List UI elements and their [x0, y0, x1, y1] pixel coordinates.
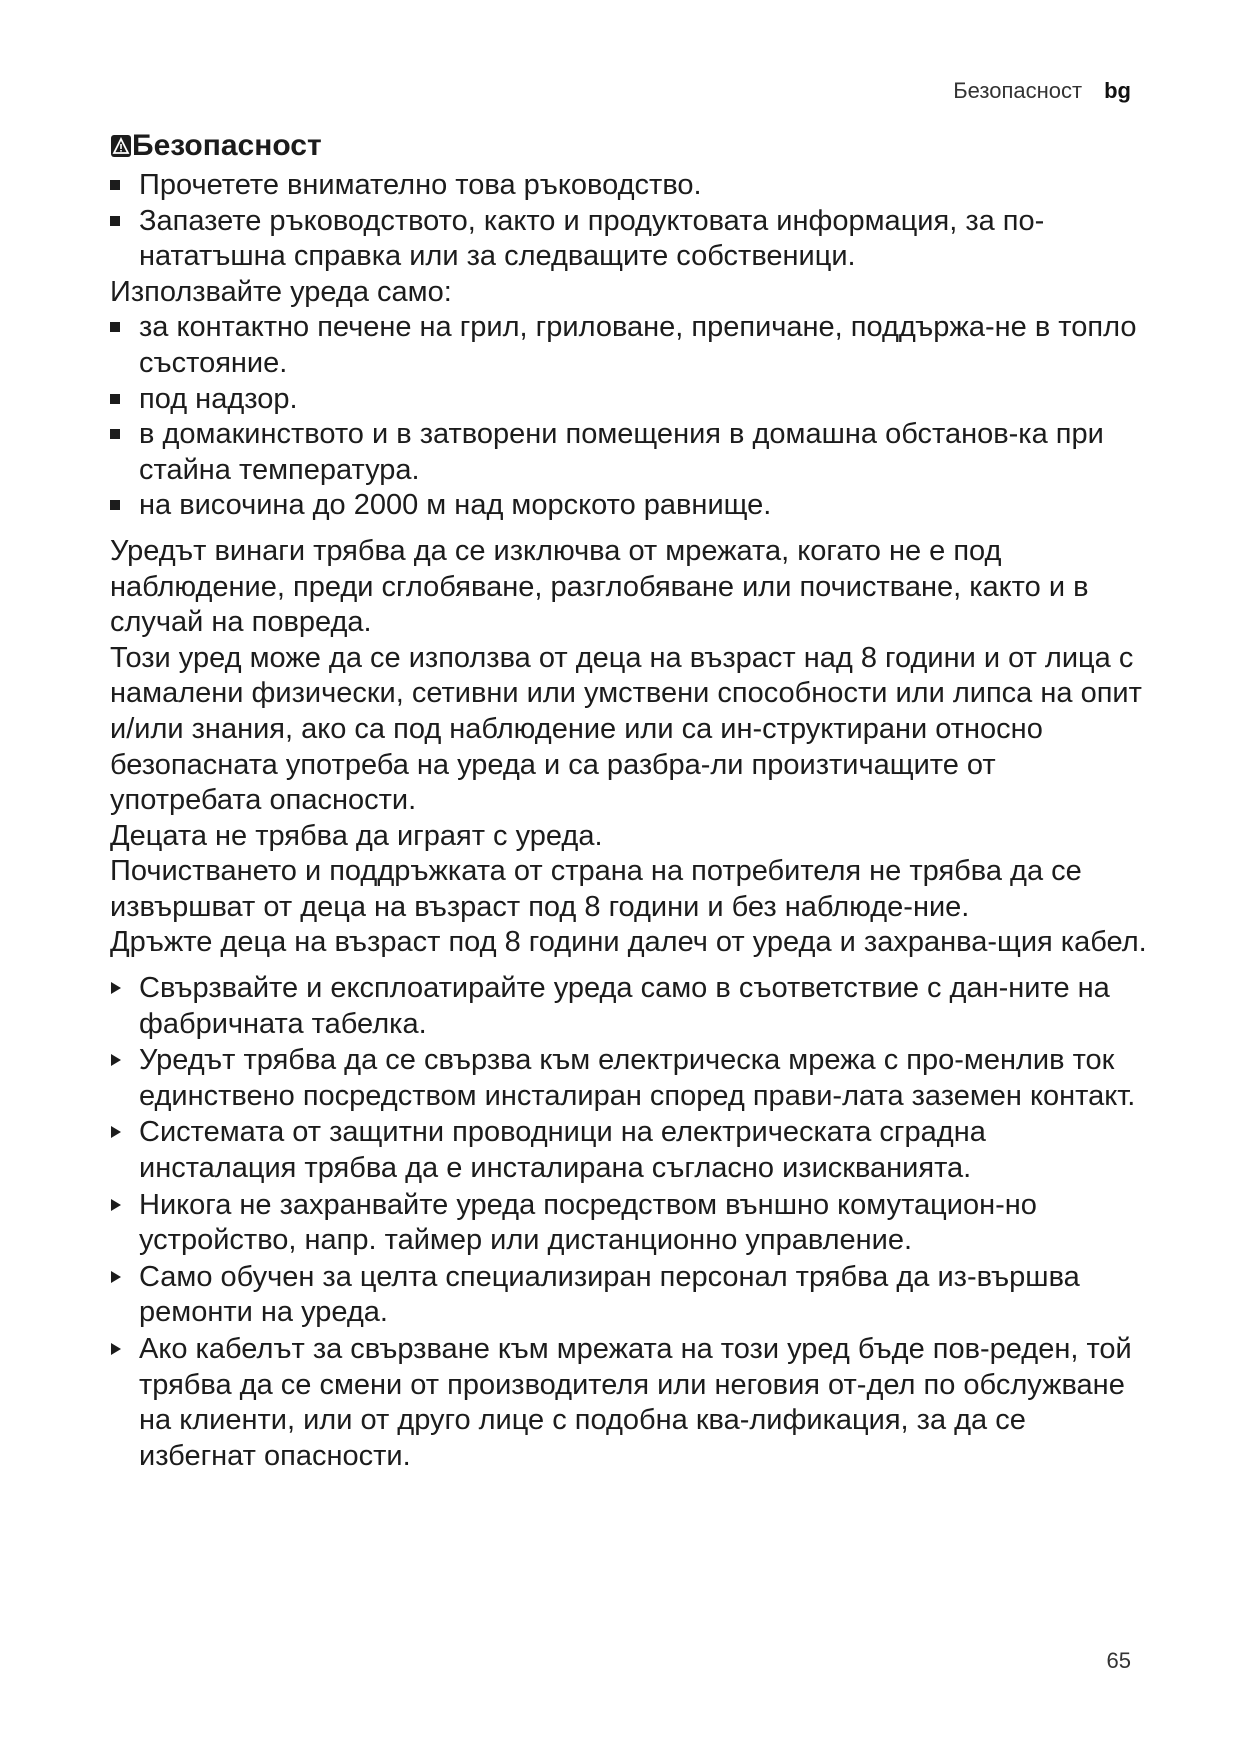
triangle-bullet-icon	[111, 1199, 121, 1211]
warning-icon	[110, 134, 132, 158]
paragraph: Децата не трябва да играят с уреда.	[110, 819, 603, 852]
running-header	[953, 78, 1131, 104]
list-item: в домакинството и в затворени помещения в домашна обстанов-ка при стайна температура.	[110, 417, 1150, 488]
square-bullet-icon	[110, 394, 120, 404]
square-bullet-icon	[110, 429, 120, 439]
instruction-item: Свързвайте и експлоатирайте уреда само в съответствие с дан-ните на фабричната табелка.	[110, 971, 1150, 1042]
page-content	[110, 128, 1150, 1475]
list-item: на височина до 2000 м над морското равнище.	[110, 488, 1150, 524]
triangle-bullet-icon	[111, 982, 121, 994]
list-item: Прочетете внимателно това ръководство.	[110, 168, 1150, 204]
triangle-bullet-icon	[111, 1271, 121, 1283]
section-title	[110, 128, 1150, 164]
square-bullet-icon	[110, 216, 120, 226]
triangle-bullet-icon	[111, 1126, 121, 1138]
triangle-bullet-icon	[111, 1343, 121, 1355]
instruction-item: Уредът трябва да се свързва към електрическа мрежа с про-менлив ток единствено посредством инсталиран според прави-лата заземен контакт.	[110, 1043, 1150, 1114]
paragraph: Този уред може да се използва от деца на възраст над 8 години и от лица с намалени физически, сетивни или умствени способности или липса на опит и/или знания, ако са под наблюдение или са ин-структирани относно безопасната употреба на уреда и са разбра-ли произтичащите от употребата опасности.	[110, 641, 1142, 817]
list-item: Запазете ръководството, както и продуктовата информация, за по-нататъшна справка или за следващите собственици.	[110, 204, 1150, 275]
header-section: Безопасност	[953, 78, 1083, 103]
instruction-item: Само обучен за целта специализиран персонал трябва да из-вършва ремонти на уреда.	[110, 1260, 1150, 1331]
triangle-bullet-icon	[111, 1054, 121, 1066]
instruction-item: Системата от защитни проводници на електрическата сградна инсталация трябва да е инсталирана съгласно изискванията.	[110, 1115, 1150, 1186]
instruction-item: Ако кабелът за свързване към мрежата на този уред бъде пов-реден, той трябва да се смени от производителя или неговия от-дел по обслужване на клиенти, или от друго лице с подобна ква-лификация, за да се избегнат опасности.	[110, 1332, 1150, 1474]
square-bullet-icon	[110, 500, 120, 510]
paragraph: Уредът винаги трябва да се изключва от мрежата, когато не е под наблюдение, преди сглобяване, разглобяване или почистване, както и в случай на повреда.	[110, 534, 1089, 639]
usage-list	[110, 310, 1150, 524]
section-title-text: Безопасност	[132, 129, 322, 162]
paragraph: Дръжте деца на възраст под 8 години далеч от уреда и захранва-щия кабел.	[110, 926, 1147, 959]
safety-paragraphs	[110, 534, 1150, 961]
list-item: за контактно печене на грил, гриловане, препичане, поддържа-не в топло състояние.	[110, 310, 1150, 381]
square-bullet-icon	[110, 180, 120, 190]
square-bullet-icon	[110, 322, 120, 332]
paragraph: Почистването и поддръжката от страна на потребителя не трябва да се извършват от деца на възраст под 8 години и без наблюде-ние.	[110, 855, 1082, 923]
list-item: под надзор.	[110, 382, 1150, 418]
header-language-code: bg	[1104, 78, 1131, 103]
instruction-item: Никога не захранвайте уреда посредством външно комутацион-но устройство, напр. таймер или дистанционно управление.	[110, 1188, 1150, 1259]
page-number: 65	[1106, 1648, 1131, 1673]
usage-heading: Използвайте уреда само:	[110, 275, 452, 308]
intro-list	[110, 168, 1150, 275]
instruction-list	[110, 971, 1150, 1474]
